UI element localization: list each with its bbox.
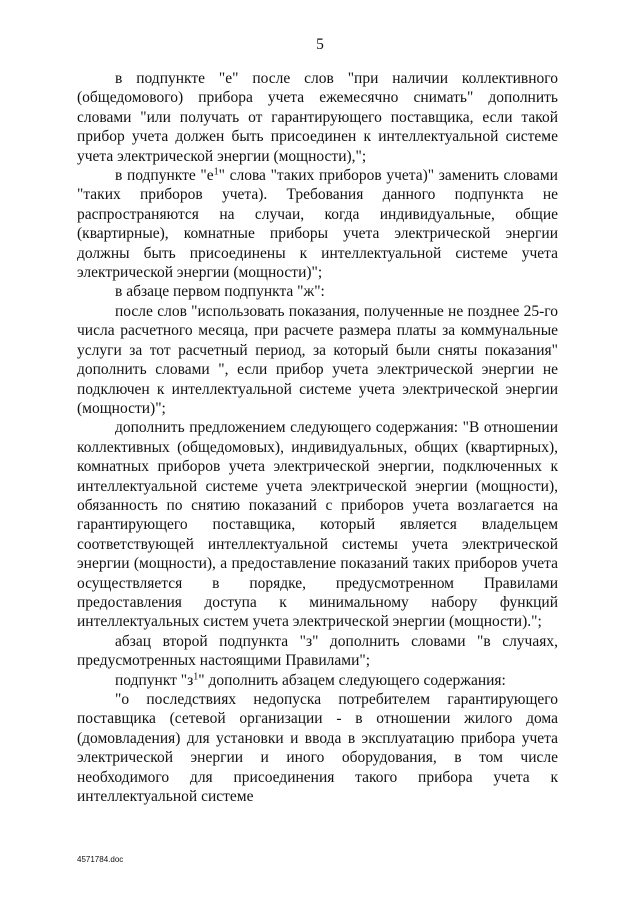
superscript-1b: 1	[193, 671, 199, 683]
document-body	[77, 69, 558, 806]
paragraph-1: в подпункте "е" после слов "при наличии коллективного (общедомового) прибора учета ежемесячно снимать" дополнить словами "или получать от гарантирующего поставщика, если такой прибор учета должен быть присоединен к интеллектуальной системе учета электрической энергии (мощности),";	[77, 70, 558, 165]
paragraph-6: абзац второй подпункта "з" дополнить словами "в случаях, предусмотренных настоящими Правилами";	[77, 632, 558, 670]
page-number: 5	[316, 36, 324, 53]
paragraph-7-pre: подпункт "з	[115, 671, 194, 689]
superscript-1: 1	[213, 166, 219, 178]
paragraph-5: дополнить предложением следующего содержания: "В отношении коллективных (общедомовых), индивидуальных, общих (квартирных), комнатных приборов учета электрической энергии, подключенных к интеллектуальной системе учета электрической энергии (мощности), обязанность по снятию показаний с приборов учета возлагается на гарантирующего поставщика, который является владельцем соответствующей интеллектуальной системы учета электрической энергии (мощности), а предоставление показаний таких приборов учета осуществляется в порядке, предусмотренном Правилами предоставления доступа к минимальному набору функций интеллектуальных систем учета электрической энергии (мощности).";	[77, 419, 558, 631]
paragraph-3: в абзаце первом подпункта "ж":	[115, 283, 325, 301]
paragraph-7	[77, 671, 558, 690]
paragraph-8: "о последствиях недопуска потребителем гарантирующего поставщика (сетевой организации - в отношении жилого дома (домовладения) для установки и ввода в эксплуатацию прибора учета электрической энергии и иного оборудования, в том числе необходимого для присоединения такого прибора учета к интеллектуальной системе	[77, 691, 558, 806]
paragraph-2-post: " слова "таких приборов учета)" заменить словами "таких приборов учета). Требования данного подпункта не распространяются на случаи, когда индивидуальные, общие (квартирные), комнатные приборы учета электрической энергии должны быть присоединены к интеллектуальной системе учета электрической энергии (мощности)";	[77, 167, 558, 282]
paragraph-2	[77, 166, 558, 282]
paragraph-7-post: " дополнить абзацем следующего содержания:	[198, 671, 506, 689]
file-name-footer: 4571784.doc	[77, 855, 124, 864]
paragraph-2-pre: в подпункте "е	[115, 167, 214, 185]
paragraph-4: после слов "использовать показания, полученные не позднее 25-го числа расчетного месяца, при расчете размера платы за коммунальные услуги за тот расчетный период, за который были сняты показания" дополнить словами ", если прибор учета электрической энергии не подключен к интеллектуальной системе учета электрической энергии (мощности)";	[77, 302, 558, 417]
